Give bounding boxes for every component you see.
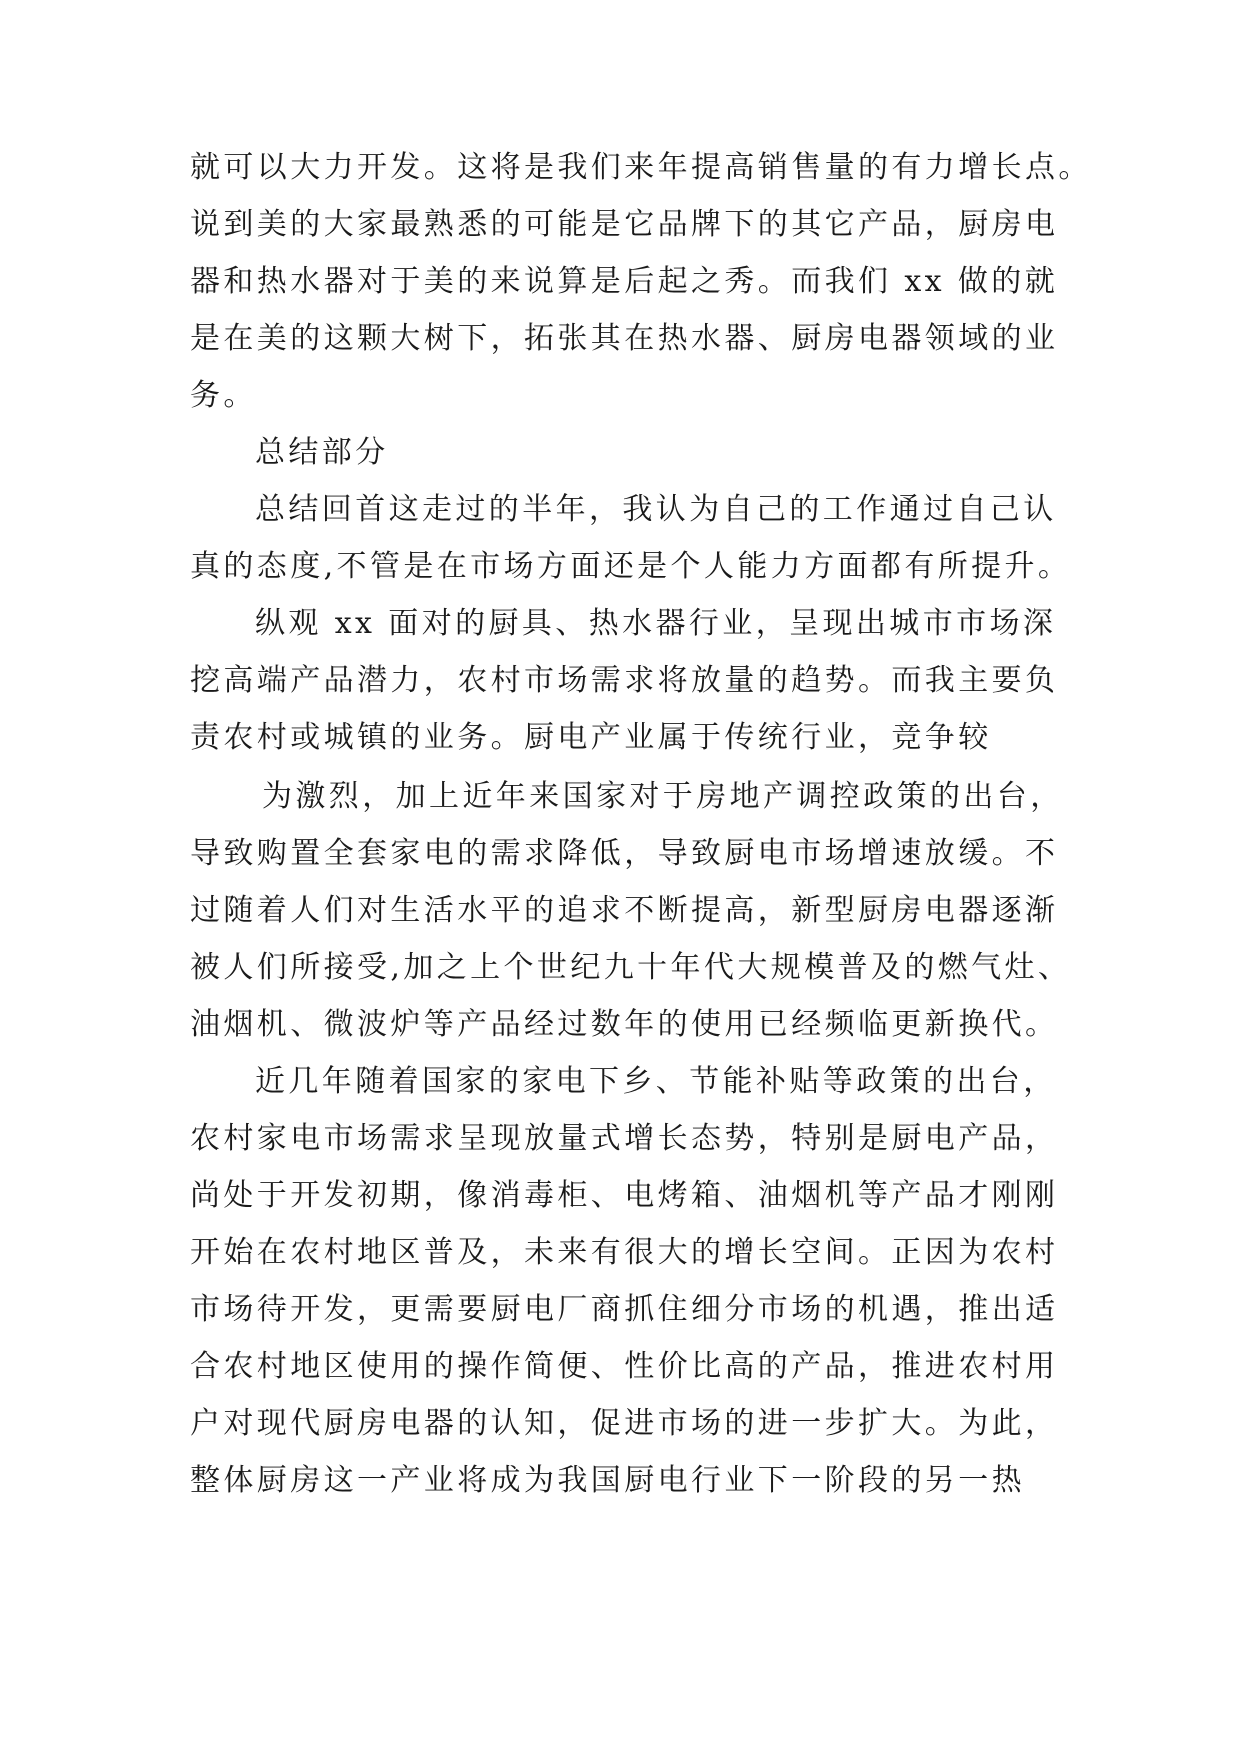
text-line: 器和热水器对于美的来说算是后起之秀。而我们 xx 做的就 bbox=[190, 264, 1059, 299]
text-line: 是在美的这颗大树下，拓张其在热水器、厨房电器领域的业 bbox=[190, 321, 1059, 356]
text-line: 开始在农村地区普及，未来有很大的增长空间。正因为农村 bbox=[190, 1235, 1059, 1270]
text-line: 真的态度,不管是在市场方面还是个人能力方面都有所提升。 bbox=[190, 549, 1072, 584]
text-line: 为激烈，加上近年来国家对于房地产调控政策的出台， bbox=[262, 779, 1064, 814]
text-line: 总结回首这走过的半年，我认为自己的工作通过自己认 bbox=[255, 492, 1057, 527]
text-line: 务。 bbox=[190, 378, 257, 413]
text-line: 整体厨房这一产业将成为我国厨电行业下一阶段的另一热 bbox=[190, 1463, 1025, 1498]
text-line: 近几年随着国家的家电下乡、节能补贴等政策的出台， bbox=[255, 1064, 1057, 1099]
text-line: 责农村或城镇的业务。厨电产业属于传统行业，竞争较 bbox=[190, 720, 992, 755]
text-line: 尚处于开发初期，像消毒柜、电烤箱、油烟机等产品才刚刚 bbox=[190, 1178, 1059, 1213]
section-heading: 总结部分 bbox=[255, 435, 389, 470]
text-line: 农村家电市场需求呈现放量式增长态势，特别是厨电产品， bbox=[190, 1121, 1059, 1156]
text-line: 就可以大力开发。这将是我们来年提高销售量的有力增长点。 bbox=[190, 150, 1092, 185]
text-line: 户对现代厨房电器的认知，促进市场的进一步扩大。为此， bbox=[190, 1406, 1059, 1441]
text-line: 导致购置全套家电的需求降低，导致厨电市场增速放缓。不 bbox=[190, 836, 1059, 871]
text-line: 过随着人们对生活水平的追求不断提高，新型厨房电器逐渐 bbox=[190, 893, 1059, 928]
text-line: 市场待开发，更需要厨电厂商抓住细分市场的机遇，推出适 bbox=[190, 1292, 1059, 1327]
text-line: 合农村地区使用的操作简便、性价比高的产品，推进农村用 bbox=[190, 1349, 1059, 1384]
text-line: 挖高端产品潜力，农村市场需求将放量的趋势。而我主要负 bbox=[190, 663, 1059, 698]
text-line: 纵观 xx 面对的厨具、热水器行业，呈现出城市市场深 bbox=[255, 606, 1057, 641]
text-line: 油烟机、微波炉等产品经过数年的使用已经频临更新换代。 bbox=[190, 1007, 1059, 1042]
text-line: 被人们所接受,加之上个世纪九十年代大规模普及的燃气灶、 bbox=[190, 950, 1072, 985]
text-line: 说到美的大家最熟悉的可能是它品牌下的其它产品，厨房电 bbox=[190, 207, 1059, 242]
